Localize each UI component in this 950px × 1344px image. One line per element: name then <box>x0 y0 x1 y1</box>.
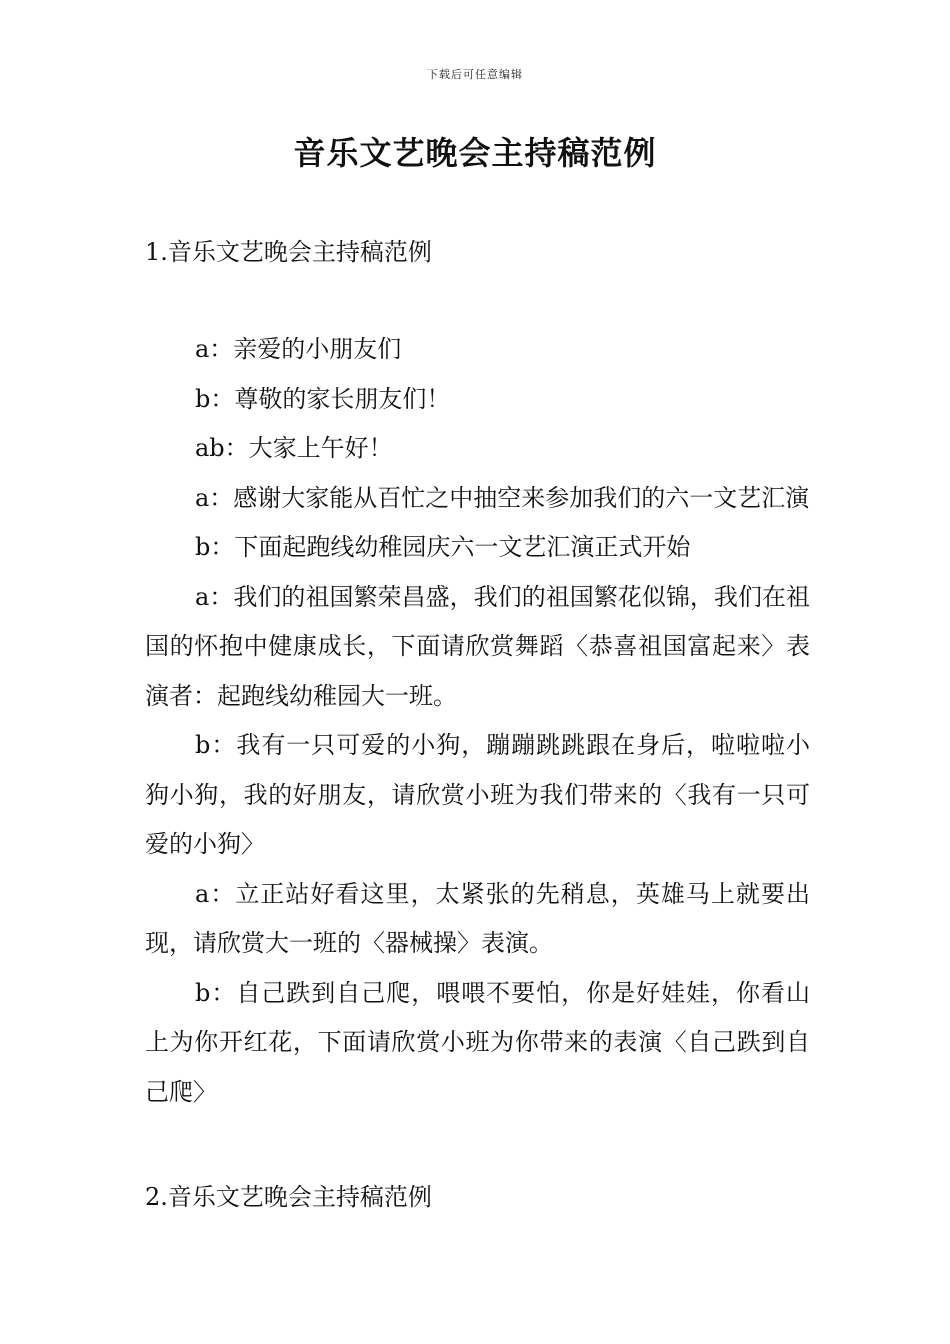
paragraph: b：自己跌到自己爬，喂喂不要怕，你是好娃娃，你看山上为你开红花，下面请欣赏小班为你带来的表演〈自己跌到自己爬〉 <box>145 978 810 1106</box>
paragraph: b：我有一只可爱的小狗，蹦蹦跳跳跟在身后，啦啦啦小狗小狗，我的好朋友，请欣赏小班为我们带来的〈我有一只可爱的小狗〉 <box>145 731 810 858</box>
section-heading-2: 2.音乐文艺晚会主持稿范例 <box>145 1183 432 1211</box>
paragraph: a：立正站好看这里，太紧张的先稍息，英雄马上就要出现，请欣赏大一班的〈器械操〉表演。 <box>145 879 810 957</box>
section-1-body <box>145 325 810 1117</box>
section-heading-1: 1.音乐文艺晚会主持稿范例 <box>145 238 432 266</box>
paragraph: a：我们的祖国繁荣昌盛，我们的祖国繁花似锦，我们在祖国的怀抱中健康成长，下面请欣赏舞蹈〈恭喜祖国富起来〉表演者：起跑线幼稚园大一班。 <box>145 582 810 710</box>
paragraph: b：下面起跑线幼稚园庆六一文艺汇演正式开始 <box>195 533 691 561</box>
document-title: 音乐文艺晚会主持稿范例 <box>293 134 657 172</box>
paragraph: a：感谢大家能从百忙之中抽空来参加我们的六一文艺汇演 <box>195 483 810 512</box>
paragraph: a：亲爱的小朋友们 <box>195 335 402 363</box>
paragraph: ab：大家上午好！ <box>195 434 393 462</box>
paragraph: b：尊敬的家长朋友们！ <box>195 384 451 413</box>
header-note: 下载后可任意编辑 <box>427 68 523 81</box>
